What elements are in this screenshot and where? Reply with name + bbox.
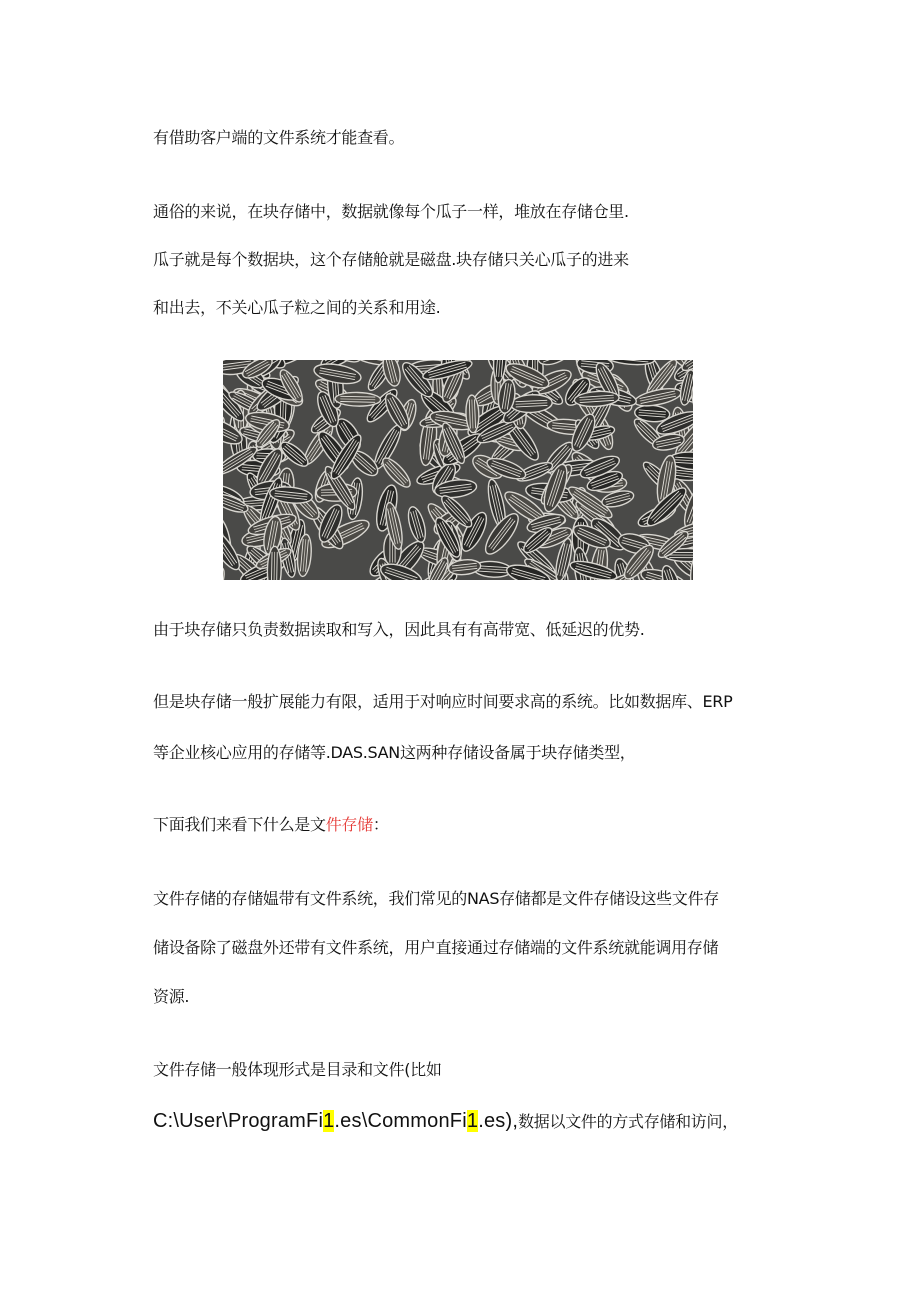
paragraph-line: 资源.	[153, 987, 190, 1006]
highlighted-char: 1	[466, 1110, 479, 1132]
path-text: C:\User\ProgramFi	[153, 1110, 324, 1132]
paragraph-line: 储设备除了磁盘外还带有文件系统，用户直接通过存储端的文件系统就能调用存储	[153, 938, 719, 957]
highlighted-char: 1	[323, 1110, 335, 1132]
file-storage-link[interactable]: 件存储	[325, 815, 373, 834]
paragraph-line: 等企业核心应用的存储等.DAS.SAN这两种存储设备属于块存储类型，	[153, 743, 636, 762]
path-text: .es),	[478, 1110, 519, 1132]
paragraph-line: 和出去，不关心瓜子粒之间的关系和用途.	[153, 298, 441, 317]
paragraph-line: 有借助客户端的文件系统才能查看。	[153, 128, 405, 147]
paragraph-line: 文件存储的存储媪带有文件系统，我们常见的NAS存储都是文件存储设这些文件存	[153, 889, 719, 908]
sunflower-seeds-image	[223, 360, 693, 580]
paragraph-line: 瓜子就是每个数据块，这个存储舱就是磁盘.块存储只关心瓜子的进来	[153, 250, 629, 269]
path-line	[153, 1108, 738, 1135]
path-text: .es\CommonFi	[334, 1110, 467, 1132]
text-run: 下面我们来看下什么是文	[153, 815, 326, 834]
paragraph-line: 但是块存储一般扩展能力有限，适用于对响应时间要求高的系统。比如数据库、ERP	[153, 692, 733, 711]
paragraph-line: 通俗的来说，在块存储中，数据就像每个瓜子一样，堆放在存储仓里.	[153, 202, 629, 221]
paragraph-line: 由于块存储只负责数据读取和写入，因此具有有高带宽、低延迟的优势.	[153, 620, 645, 639]
text-run: ：	[372, 815, 389, 834]
paragraph-line: 文件存储一般体现形式是目录和文件(比如	[153, 1060, 442, 1079]
text-run: 数据以文件的方式存储和访问，	[518, 1112, 738, 1131]
paragraph-line	[153, 815, 389, 835]
